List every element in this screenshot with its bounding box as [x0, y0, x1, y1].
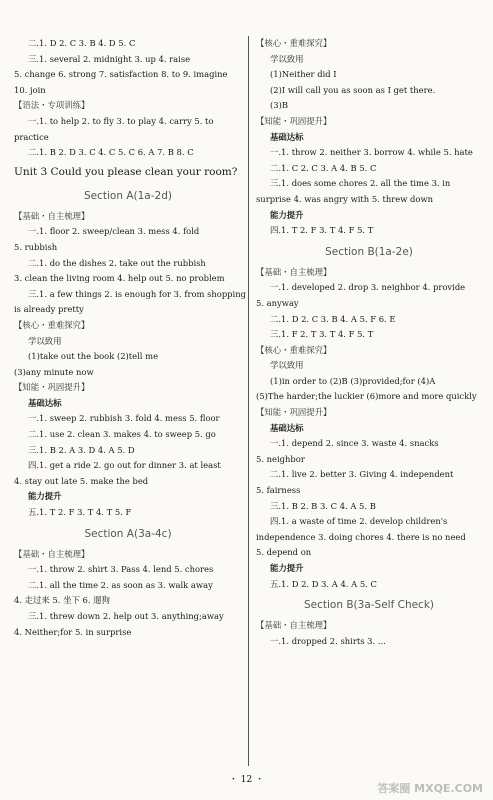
answer-line: 一.1. to help 2. to fly 3. to play 4. carry 5. to: [28, 115, 214, 126]
answer-line: 5. depend on: [256, 547, 312, 558]
answer-line: 4. Neither;for 5. in surprise: [14, 626, 132, 637]
answer-line: surprise 4. was angry with 5. threw down: [256, 193, 434, 204]
category-heading: 【基础・自主梳理】: [14, 210, 90, 221]
answer-line: 二.1. do the dishes 2. take out the rubbish: [28, 257, 206, 268]
answer-line: 四.1. get a ride 2. go out for dinner 3. at least: [28, 460, 221, 471]
answer-line: 四.1. T 2. F 3. T 4. F 5. T: [270, 225, 374, 236]
answer-line: 一.1. throw 2. shirt 3. Pass 4. lend 5. chores: [28, 564, 214, 575]
answer-line: 能力提升: [28, 491, 62, 502]
answer-line: 三.1. a few things 2. is enough for 3. from shopping: [28, 288, 246, 299]
answer-line: 5. fairness: [256, 485, 301, 496]
category-heading: 【基础・自主梳理】: [256, 620, 332, 631]
answer-line: 5. anyway: [256, 297, 299, 308]
answer-line: 五.1. T 2. F 3. T 4. T 5. F: [28, 507, 132, 518]
right-column: [256, 36, 482, 649]
answer-line: 学以致用: [270, 360, 304, 371]
answer-line: 基础达标: [270, 422, 304, 433]
answer-line: 一.1. depend 2. since 3. waste 4. snacks: [270, 438, 439, 449]
answer-line: 一.1. sweep 2. rubbish 3. fold 4. mess 5. floor: [28, 413, 220, 424]
answer-line: 4. 走过来 5. 坐下 6. 遛狗: [14, 595, 110, 606]
category-heading: 【知能・巩固提升】: [256, 115, 332, 126]
answer-line: 二.1. B 2. D 3. C 4. C 5. C 6. A 7. B 8. C: [28, 147, 194, 158]
answer-line: 学以致用: [270, 53, 304, 64]
answer-line: (1)Neither did I: [270, 69, 337, 80]
answer-line: 一.1. developed 2. drop 3. neighbor 4. provide: [270, 282, 466, 293]
category-heading: 【基础・自主梳理】: [14, 548, 90, 559]
answer-line: 二.1. live 2. better 3. Giving 4. independent: [270, 469, 454, 480]
section-heading: Section B(3a-Self Check): [303, 599, 435, 612]
answer-line: 四.1. a waste of time 2. develop children's: [270, 516, 448, 527]
answer-line: (5)The harder;the luckier (6)more and more quickly: [256, 391, 477, 402]
category-heading: 【核心・重难探究】: [14, 319, 90, 330]
section-heading: Section B(1a-2e): [325, 245, 413, 258]
answer-line: (1)in order to (2)B (3)provided;for (4)A: [270, 375, 436, 386]
category-heading: 【知能・巩固提升】: [14, 382, 90, 393]
answer-line: 一.1. throw 2. neither 3. borrow 4. while 5. hate: [270, 147, 473, 158]
answer-line: 三.1. does some chores 2. all the time 3. in: [270, 178, 451, 189]
answer-line: 3. clean the living room 4. help out 5. no problem: [14, 273, 225, 284]
answer-line: 一.1. floor 2. sweep/clean 3. mess 4. fold: [28, 226, 200, 237]
category-heading: 【语法・专项训练】: [14, 100, 90, 111]
answer-line: 三.1. several 2. midnight 3. up 4. raise: [28, 53, 191, 64]
answer-line: (3)B: [270, 100, 289, 111]
answer-line: 基础达标: [270, 131, 304, 142]
answer-line: 二.1. D 2. C 3. B 4. A 5. F 6. E: [270, 313, 396, 324]
answer-line: 4. stay out late 5. make the bed: [14, 475, 149, 486]
answer-line: 10. join: [14, 84, 46, 95]
answer-line: is already pretty: [14, 304, 84, 315]
answer-line: independence 3. doing chores 4. there is no need: [256, 531, 466, 542]
answer-line: (1)take out the book (2)tell me: [28, 351, 159, 362]
answer-line: 三.1. threw down 2. help out 3. anything;away: [28, 611, 224, 621]
answer-line: 5. neighbor: [256, 453, 305, 464]
answer-line: 三.1. B 2. A 3. D 4. A 5. D: [28, 444, 135, 455]
answer-line: practice: [14, 131, 49, 142]
answer-line: 二.1. all the time 2. as soon as 3. walk away: [28, 579, 213, 590]
answer-line: 5. change 6. strong 7. satisfaction 8. to 9. imagine: [14, 69, 228, 80]
answer-line: (2)I will call you as soon as I get there.: [270, 84, 436, 95]
answer-line: 三.1. F 2. T 3. T 4. F 5. T: [270, 329, 374, 340]
answer-line: 二.1. use 2. clean 3. makes 4. to sweep 5. go: [28, 429, 216, 440]
category-heading: 【核心・重难探究】: [256, 38, 332, 48]
page-number: ・ 12 ・: [228, 775, 265, 785]
answer-line: 基础达标: [28, 397, 62, 408]
answer-line: 二.1. D 2. C 3. B 4. D 5. C: [28, 38, 136, 48]
section-heading: Section A(3a-4c): [84, 527, 172, 540]
category-heading: 【知能・巩固提升】: [256, 407, 332, 418]
answer-line: 五.1. D 2. D 3. A 4. A 5. C: [270, 578, 377, 589]
answer-line: 能力提升: [270, 563, 304, 573]
answer-line: 二.1. C 2. C 3. A 4. B 5. C: [270, 162, 377, 173]
unit-title: Unit 3 Could you please clean your room?: [14, 165, 238, 178]
left-column: [14, 36, 246, 640]
category-heading: 【核心・重难探究】: [256, 344, 332, 355]
answer-line: 学以致用: [28, 335, 62, 346]
answer-line: 5. rubbish: [14, 241, 58, 252]
section-heading: Section A(1a-2d): [84, 189, 172, 202]
answer-line: 能力提升: [270, 209, 304, 220]
column-divider: [248, 36, 249, 766]
answer-line: 一.1. dropped 2. shirts 3. ...: [270, 635, 386, 646]
answer-line: 三.1. B 2. B 3. C 4. A 5. B: [270, 500, 376, 511]
watermark: 答案圈 MXQE.COM: [377, 782, 483, 795]
category-heading: 【基础・自主梳理】: [256, 266, 332, 277]
answer-line: (3)any minute now: [14, 366, 94, 377]
